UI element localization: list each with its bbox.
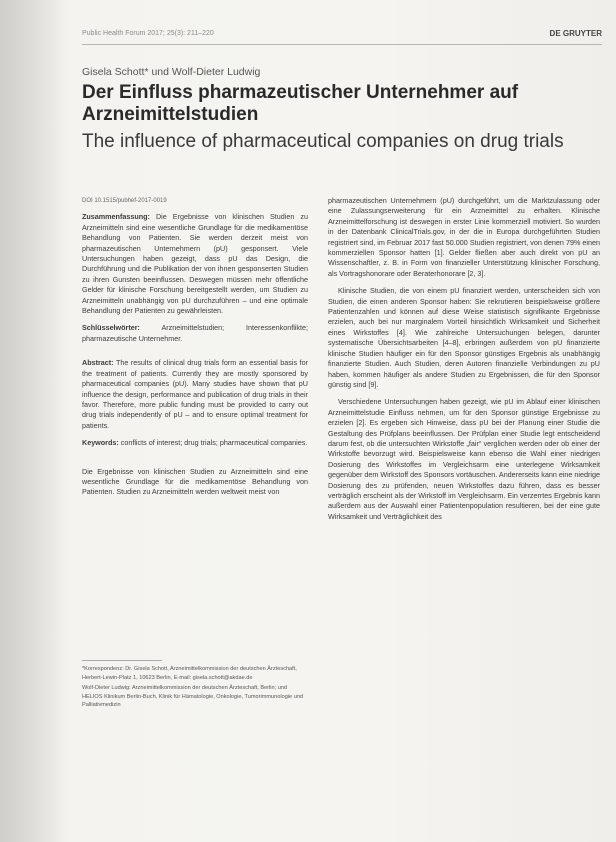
body-paragraph: Klinische Studien, die von einem pU finanziert werden, unterscheiden sich von Studien, die einen anderen Sponsor haben: Sie rekrutieren beispielsweise größere Patientenzahlen und können auf diese Weise statistisch signifikante Ergebnisse erzielen, auch bei nur marginalem Vorteil hinsichtlich Wirksamkeit und Sicherheit eines Wirkstoffes [4]. Wie zahlreiche Untersuchungen belegen, darunter systematische Übersichtsarbeiten [4–8], erbringen außerdem von pU finanzierte klinische Studien häufiger ein für den Sponsor günstiges Ergebnis als unabhängig finanzierte Studien. Auch Studien, deren Autoren finanzielle Verbindungen zu pU haben, kommen häufiger als andere Studien zu Ergebnissen, die für den Sponsor günstig sind [9]. [328,286,600,389]
footnotes [82,665,308,712]
journal-citation: Public Health Forum 2017; 25(3): 211–220 [82,30,214,37]
title-english: The influence of pharmaceutical companies on drug trials [82,131,564,152]
doi: DOI 10.1515/pubhef-2017-0019 [82,198,167,204]
schluesselwoerter [82,323,308,344]
left-column [82,196,308,498]
author-line: Gisela Schott* und Wolf-Dieter Ludwig [82,66,261,78]
footnote-divider [82,660,162,661]
keywords-text: conflicts of interest; drug trials; pharmaceutical companies. [120,438,308,448]
title-german: Der Einfluss pharmazeutischer Unternehmer auf Arzneimittelstudien [82,82,519,125]
publisher-logo: DE GRUYTER [549,29,602,38]
body-intro [82,467,308,498]
keywords-label: Keywords: [82,438,119,448]
header-divider [82,44,602,45]
zusammenfassung [82,212,308,316]
keywords [82,438,308,448]
abstract [82,358,308,431]
abstract-text: The results of clinical drug trials form an essential basis for the treatment of patients. Currently they are mostly sponsored by pharmaceutical companies (pU). Many studies have shown that pU influence the design, performance and publication of drug trials in their favor. Therefore, more public funding must be provided to carry out drug trials independently of pU – and to ensure optimal treatment for patients. [82,358,308,430]
body-paragraph: Verschiedene Untersuchungen haben gezeigt, wie pU im Ablauf einer klinischen Arzneimittelstudie Einfluss nehmen, um für den Sponsor günstige Ergebnisse zu erzielen [2]. Es ergeben sich Hinweise, dass pU bei der Planung einer Studie die Gestaltung des Prüfplans beeinflussen. Der Prüfplan einer Studie legt entscheidend darum fest, ob die untersuchten Wirkstoffe „fair“ verglichen werden oder ob einer der Wirkstoffe bevorzugt wird. Beispielsweise kann ebenso die Wahl einer niedrigen Dosierung des Wirkstoffes im Vergleichsarm eine unterlegene Wirksamkeit gegenüber dem Wirkstoff des Sponsors vortäuschen. Andererseits kann eine niedrige Dosierung des zu prüfenden, neuen Wirkstoffes dazu führen, dass es besser verträglich erscheint als der Wirkstoff im Vergleichsarm. Ein verzerrtes Ergebnis kann außerdem aus der Auswahl einer Patientenpopulation resultieren, bei der eine gute Wirksamkeit und Verträglichkeit des [328,397,600,521]
body-paragraph: pharmazeutischen Unternehmern (pU) durchgeführt, um die Marktzulassung oder eine Zulassungserweiterung für ein Arzneimittel zu erhalten. Klinische Arzneimittelforschung ist deswegen in erster Linie kommerziell motiviert. So wurden in der Datenbank ClinicalTrials.gov, in der die in Europa durchgeführten Studien registriert sind, im Februar 2017 fast 50.000 Studien registriert, von denen 79% einen kommerziellen Sponsor hatten [1]. Gelder fließen aber auch direkt von pU an Wissenschaftler, z. B. in Form von finanzieller Unterstützung klinischer Forschung, als Vortragshonorare oder Beraterhonorare [2, 3]. [328,196,600,278]
footnote-second-author: Wolf-Dieter Ludwig: Arzneimittelkommission der deutschen Ärzteschaft, Berlin; und HELIOS Klinikum Berlin-Buch, Klinik für Hämatologie, Onkologie, Tumorimmunologie und Palliativmedizin [82,685,304,709]
right-column [328,196,600,529]
running-header [82,30,602,44]
schluesselwoerter-label: Schlüsselwörter: [82,323,140,333]
scan-shadow [0,0,70,842]
abstract-label: Abstract: [82,358,114,368]
zusammenfassung-text: Die Ergebnisse von klinischen Studien zu Arzneimitteln sind eine wesentliche Grundlage für die medikamentöse Behandlung von Patienten. Sie werden derzeit meist von pharmazeutischen Unternehmern (pU) gesponsert. Viele Untersuchungen haben gezeigt, dass pU das Design, die Durchführung und die Publikation der von ihnen gesponserten Studien zu ihren Gunsten beeinflussen. Deswegen müssen mehr öffentliche Gelder für klinische Forschung bereitgestellt werden, um Studien zu Arzneimitteln unabhängig von pU durchzuführen – und eine optimale Behandlung der Patienten zu gewährleisten. [82,212,308,316]
footnote-corresponding: *Korrespondenz: Dr. Gisela Schott, Arzneimittelkommission der deutschen Ärzteschaft, Herbert-Lewin-Platz 1, 10623 Berlin, E-mail: gisela.schott@akdae.de [82,666,297,681]
zusammenfassung-label: Zusammenfassung: [82,212,150,222]
body-paragraph: Die Ergebnisse von klinischen Studien zu Arzneimitteln sind eine wesentliche Grundlage für die medikamentöse Behandlung von Patienten. Studien zu Arzneimitteln werden weltweit meist von [82,466,308,497]
schluesselwoerter-text: Arzneimittelstudien; Interessenkonflikte; pharmazeutische Unternehmer. [82,323,308,343]
